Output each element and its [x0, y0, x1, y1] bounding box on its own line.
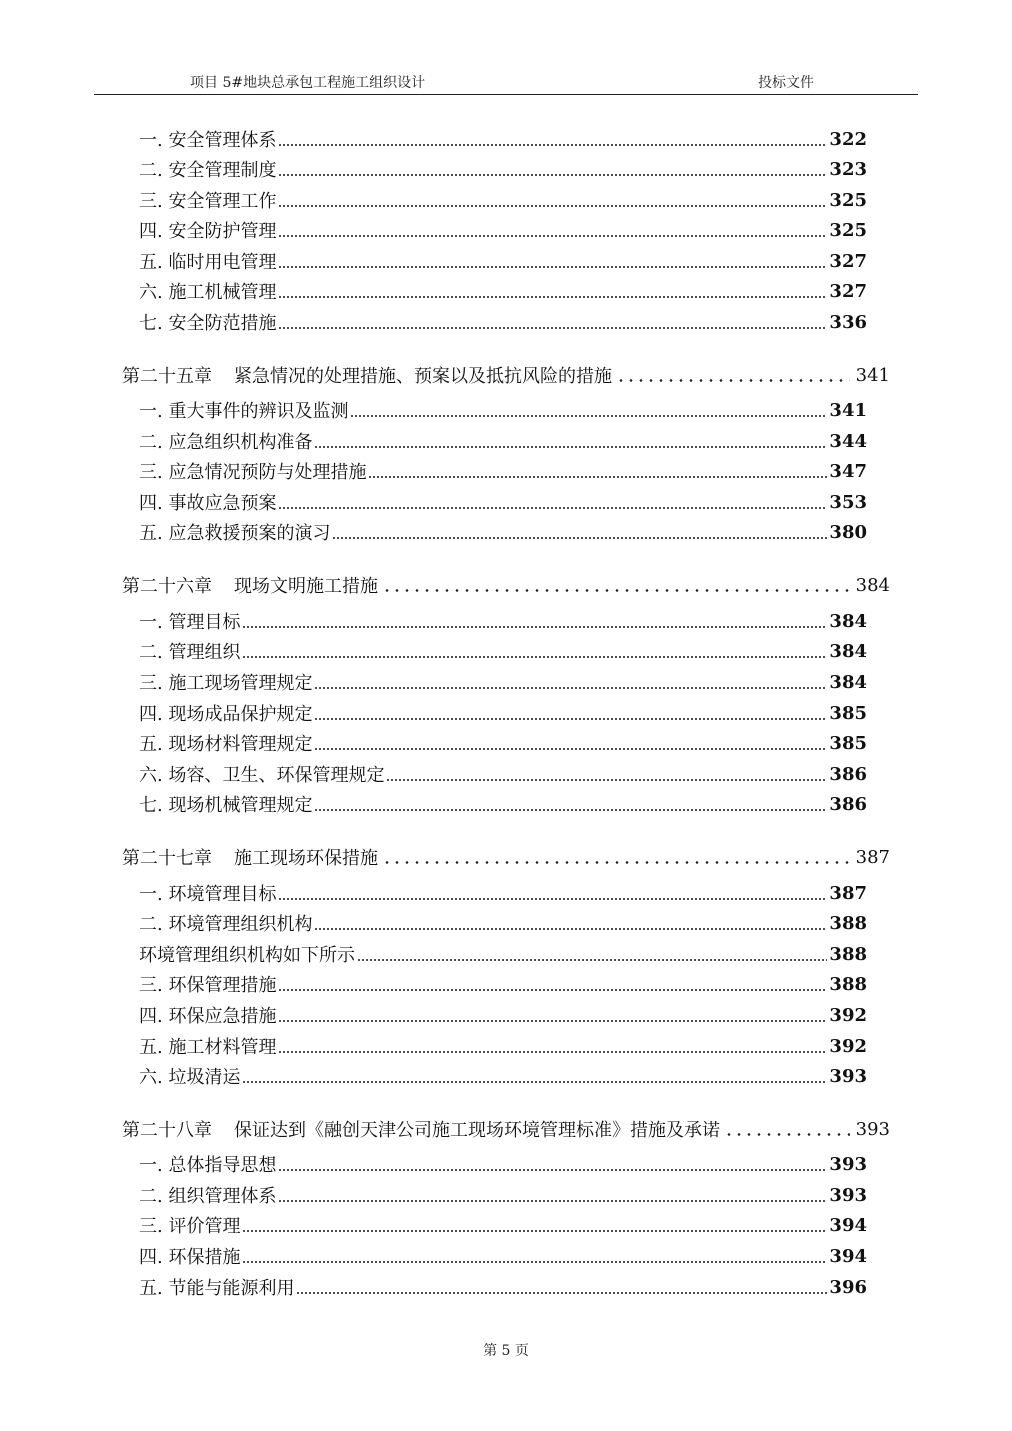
toc-entry-title: 五. 节能与能源利用 — [139, 1278, 295, 1299]
toc-entry-title: 五. 施工材料管理 — [139, 1037, 277, 1058]
dot-leader — [242, 656, 827, 658]
toc-entry-title: 七. 安全防范措施 — [139, 313, 277, 334]
toc-chapter-number: 第二十五章 — [122, 366, 212, 387]
dot-leader — [242, 1230, 827, 1232]
toc-page-number: 384 — [829, 640, 867, 662]
toc-section-entry[interactable] — [139, 759, 867, 789]
header-document-type: 投标文件 — [758, 75, 814, 91]
toc-page-number: 393 — [829, 1153, 867, 1175]
dot-leader — [278, 1020, 827, 1022]
dot-leader — [278, 1200, 827, 1202]
toc-page-number: 325 — [829, 189, 867, 211]
toc-section-entry[interactable] — [139, 426, 867, 456]
toc-entry-title: 六. 场容、卫生、环保管理规定 — [139, 765, 385, 786]
toc-entry-title: 五. 应急救援预案的演习 — [139, 523, 331, 544]
toc-entry-title: 一. 管理目标 — [139, 612, 241, 633]
toc-chapter-number: 第二十六章 — [122, 576, 212, 597]
toc-entry-title: 二. 应急组织机构准备 — [139, 432, 313, 453]
toc-page-number: 387 — [829, 882, 867, 904]
page-number: 第 5 页 — [483, 1343, 529, 1359]
toc-page-number: 380 — [829, 521, 867, 543]
toc-page-number: 325 — [829, 219, 867, 241]
dot-leader — [368, 476, 827, 478]
toc-section-entry[interactable] — [139, 1149, 867, 1179]
toc-section-entry[interactable] — [139, 517, 867, 547]
toc-entry-title: 四. 事故应急预案 — [139, 493, 277, 514]
toc-entry-title: 一. 环境管理目标 — [139, 884, 277, 905]
toc-page-number: 384 — [829, 671, 867, 693]
header-document-title: 项目 5#地块总承包工程施工组织设计 — [190, 75, 426, 91]
dot-leader — [278, 296, 827, 298]
toc-section-entry[interactable] — [139, 969, 867, 999]
toc-page-number: 393 — [829, 1184, 867, 1206]
toc-chapter-entry[interactable] — [122, 570, 890, 600]
toc-entry-title: 施工现场环保措施 — [234, 848, 378, 869]
dot-leader — [382, 861, 850, 864]
toc-entry-title: 三. 环保管理措施 — [139, 975, 277, 996]
toc-section-entry[interactable] — [139, 1000, 867, 1030]
toc-page-number: 396 — [829, 1276, 867, 1298]
toc-section-entry[interactable] — [139, 1272, 867, 1302]
toc-page-number: 385 — [829, 702, 867, 724]
toc-section-entry[interactable] — [139, 1031, 867, 1061]
page-header — [94, 70, 918, 95]
toc-page-number: 384 — [829, 610, 867, 632]
toc-chapter-number: 第二十八章 — [122, 1120, 212, 1141]
toc-entry-title: 四. 环保应急措施 — [139, 1006, 277, 1027]
toc-section-entry[interactable] — [139, 215, 867, 245]
dot-leader — [242, 1081, 827, 1083]
toc-page-number: 341 — [829, 399, 867, 421]
dot-leader — [242, 1261, 827, 1263]
toc-entry-title: 七. 现场机械管理规定 — [139, 795, 313, 816]
dot-leader — [314, 718, 827, 720]
toc-page-number: 392 — [829, 1004, 867, 1026]
dot-leader — [278, 235, 827, 237]
dot-leader — [382, 589, 850, 592]
toc-entry-title: 四. 现场成品保护规定 — [139, 704, 313, 725]
toc-section-entry[interactable] — [139, 878, 867, 908]
toc-page-number: 387 — [855, 846, 890, 868]
toc-section-entry[interactable] — [139, 246, 867, 276]
toc-entry-title: 保证达到《融创天津公司施工现场环境管理标准》措施及承诺 — [234, 1120, 720, 1141]
dot-leader — [314, 928, 827, 930]
toc-page-number: 327 — [829, 280, 867, 302]
toc-chapter-number: 第二十七章 — [122, 848, 212, 869]
dot-leader — [314, 748, 827, 750]
toc-entry-title: 一. 重大事件的辨识及监测 — [139, 401, 349, 422]
toc-page-number: 394 — [829, 1214, 867, 1236]
toc-entry-title: 三. 应急情况预防与处理措施 — [139, 462, 367, 483]
dot-leader — [314, 809, 827, 811]
toc-section-entry[interactable] — [139, 307, 867, 337]
dot-leader — [386, 779, 827, 781]
toc-chapter-entry[interactable] — [122, 360, 890, 390]
toc-section-entry[interactable] — [139, 908, 867, 938]
toc-entry-title: 三. 施工现场管理规定 — [139, 673, 313, 694]
dot-leader — [278, 327, 827, 329]
toc-entry-title: 五. 现场材料管理规定 — [139, 734, 313, 755]
toc-entry-title: 紧急情况的处理措施、预案以及抵抗风险的措施 — [234, 366, 612, 387]
toc-page-number: 386 — [829, 763, 867, 785]
dot-leader — [296, 1292, 827, 1294]
toc-section-entry[interactable] — [139, 1061, 867, 1091]
toc-section-entry[interactable] — [139, 487, 867, 517]
toc-entry-title: 三. 安全管理工作 — [139, 191, 277, 212]
toc-section-entry[interactable] — [139, 276, 867, 306]
toc-entry-title: 六. 施工机械管理 — [139, 282, 277, 303]
dot-leader — [350, 415, 827, 417]
toc-section-entry[interactable] — [139, 606, 867, 636]
toc-entry-title: 五. 临时用电管理 — [139, 252, 277, 273]
toc-page-number: 394 — [829, 1245, 867, 1267]
toc-entry-title: 二. 安全管理制度 — [139, 160, 277, 181]
toc-page-number: 323 — [829, 158, 867, 180]
toc-page-number: 353 — [829, 491, 867, 513]
toc-page-number: 386 — [829, 793, 867, 815]
toc-entry-title: 一. 总体指导思想 — [139, 1155, 277, 1176]
dot-leader — [278, 205, 827, 207]
toc-page-number: 327 — [829, 250, 867, 272]
toc-entry-title: 四. 安全防护管理 — [139, 221, 277, 242]
dot-leader — [278, 989, 827, 991]
toc-section-entry[interactable] — [139, 185, 867, 215]
toc-section-entry[interactable] — [139, 698, 867, 728]
dot-leader — [278, 174, 827, 176]
dot-leader — [616, 379, 850, 382]
toc-section-entry[interactable] — [139, 154, 867, 184]
toc-entry-title: 四. 环保措施 — [139, 1247, 241, 1268]
toc-page-number: 384 — [855, 574, 890, 596]
toc-page-number: 388 — [829, 973, 867, 995]
toc-page-number: 388 — [829, 943, 867, 965]
toc-section-entry[interactable] — [139, 1210, 867, 1240]
toc-entry-title: 二. 环境管理组织机构 — [139, 914, 313, 935]
toc-entry-title: 一. 安全管理体系 — [139, 130, 277, 151]
toc-page-number: 393 — [829, 1065, 867, 1087]
toc-section-entry[interactable] — [139, 1180, 867, 1210]
toc-page-number: 388 — [829, 912, 867, 934]
toc-entry-title: 现场文明施工措施 — [234, 576, 378, 597]
toc-section-entry[interactable] — [139, 636, 867, 666]
dot-leader — [278, 266, 827, 268]
toc-page-number: 393 — [855, 1118, 890, 1140]
toc-section-entry[interactable] — [139, 124, 867, 154]
toc-page-number: 336 — [829, 311, 867, 333]
dot-leader — [332, 537, 827, 539]
toc-entry-title: 六. 垃圾清运 — [139, 1067, 241, 1088]
dot-leader — [278, 507, 827, 509]
toc-page-number: 341 — [855, 364, 890, 386]
toc-page-number: 347 — [829, 460, 867, 482]
dot-leader — [278, 1169, 827, 1171]
toc-section-entry[interactable] — [139, 728, 867, 758]
toc-section-entry[interactable] — [139, 789, 867, 819]
toc-entry-title: 二. 组织管理体系 — [139, 1186, 277, 1207]
toc-chapter-entry[interactable] — [122, 1114, 890, 1144]
toc-page-number: 385 — [829, 732, 867, 754]
dot-leader — [724, 1133, 850, 1136]
toc-entry-title: 二. 管理组织 — [139, 642, 241, 663]
toc-page-number: 344 — [829, 430, 867, 452]
toc-chapter-entry[interactable] — [122, 842, 890, 872]
dot-leader — [278, 898, 827, 900]
dot-leader — [314, 446, 827, 448]
toc-section-entry[interactable] — [139, 395, 867, 425]
toc-section-entry[interactable] — [139, 939, 867, 969]
toc-page-number: 392 — [829, 1035, 867, 1057]
dot-leader — [314, 687, 827, 689]
dot-leader — [357, 959, 827, 961]
toc-section-entry[interactable] — [139, 1241, 867, 1271]
toc-entry-title: 环境管理组织机构如下所示 — [139, 945, 355, 966]
dot-leader — [278, 1051, 827, 1053]
dot-leader — [278, 144, 827, 146]
toc-page-number: 322 — [829, 128, 867, 150]
toc-section-entry[interactable] — [139, 456, 867, 486]
toc-section-entry[interactable] — [139, 667, 867, 697]
dot-leader — [242, 626, 827, 628]
toc-entry-title: 三. 评价管理 — [139, 1216, 241, 1237]
